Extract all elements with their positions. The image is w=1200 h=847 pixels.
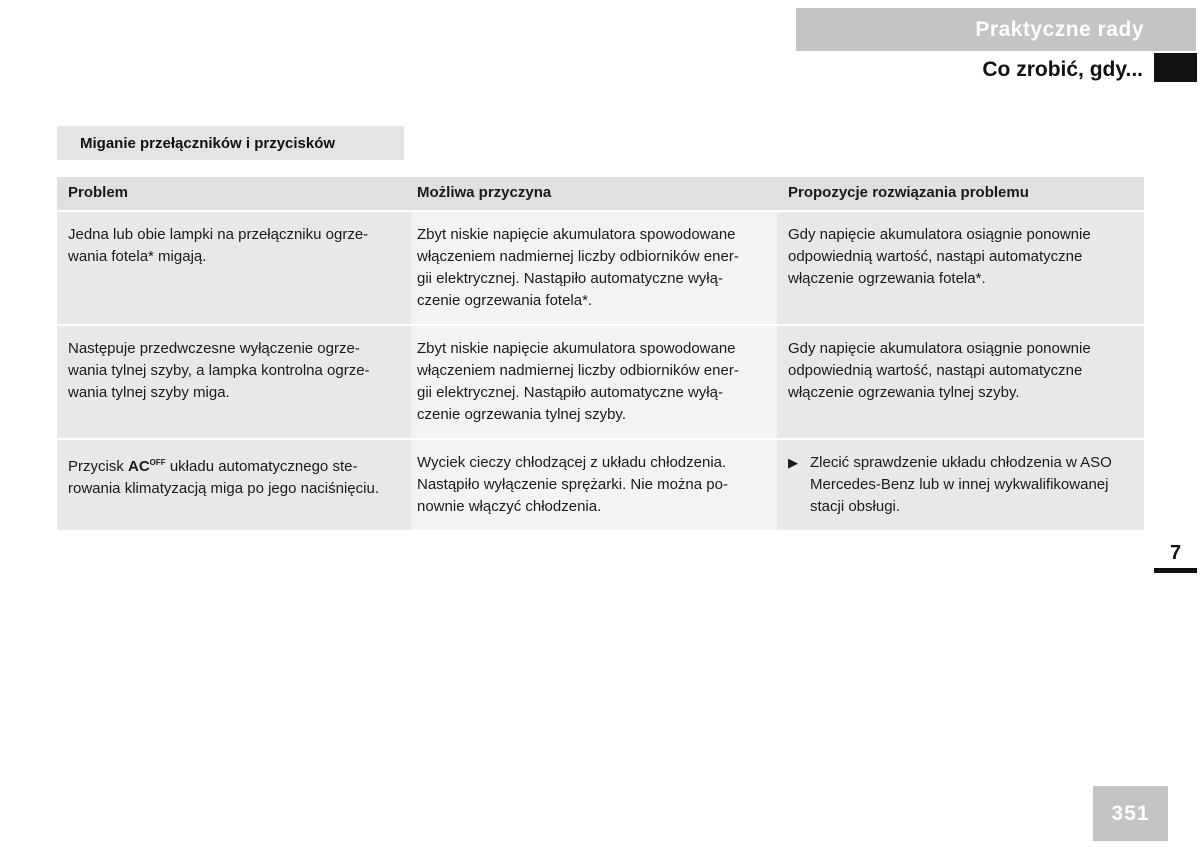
solution-text: Gdy napięcie akumulatora osiągnie ponownie odpowiednią wartość, nastąpi automatyczne włączenie ogrzewania fotela*. xyxy=(788,226,1091,287)
troubleshooting-table xyxy=(57,177,1144,532)
header-solution: Propozycje rozwiązania problemu xyxy=(777,177,1144,211)
cause-cell xyxy=(411,211,777,325)
solution-cell xyxy=(777,211,1144,325)
chapter-marker-line xyxy=(1154,568,1197,573)
problem-suffix: układu automatycznego ste- rowania klimatyzacją miga po jego naciśnięciu. xyxy=(68,458,379,497)
table-row xyxy=(57,325,1144,439)
table-header-row xyxy=(57,177,1144,211)
problem-prefix: Przycisk xyxy=(68,458,128,475)
ac-symbol-text: AC xyxy=(128,458,150,475)
solution-cell xyxy=(777,325,1144,439)
solution-text: Gdy napięcie akumulatora osiągnie ponownie odpowiednią wartość, nastąpi automatyczne włączenie ogrzewania tylnej szyby. xyxy=(788,340,1091,401)
triangle-right-icon: ▶ xyxy=(788,455,798,470)
section-label-text: Miganie przełączników i przycisków xyxy=(80,134,336,152)
ac-off-button-symbol xyxy=(128,458,166,475)
section-title-bar xyxy=(796,8,1196,51)
section-label xyxy=(57,126,404,160)
problem-text: Jedna lub obie lampki na przełączniku ogrze- wania fotela* migają. xyxy=(68,226,369,265)
problem-cell xyxy=(57,211,411,325)
page-subtitle: Co zrobić, gdy... xyxy=(982,58,1143,81)
subtitle-marker xyxy=(1154,53,1197,82)
problem-text: Następuje przedwczesne wyłączenie ogrze- wania tylnej szyby, a lampka kontrolna ogrze- wania tylnej szyby miga. xyxy=(68,340,370,401)
solution-step xyxy=(788,452,1138,518)
solution-cell xyxy=(777,439,1144,531)
section-title: Praktyczne rady xyxy=(975,17,1144,41)
table-row xyxy=(57,439,1144,531)
header-problem: Problem xyxy=(57,177,411,211)
cause-cell xyxy=(411,325,777,439)
problem-text xyxy=(68,452,405,500)
cause-text: Zbyt niskie napięcie akumulatora spowodowane włączeniem nadmiernej liczby odbiorników ener- gii elektrycznej. Nastąpiło automatyczne wyłą- czenie ogrzewania tylnej szyby. xyxy=(417,340,739,423)
page-number-box xyxy=(1093,786,1168,841)
cause-text: Zbyt niskie napięcie akumulatora spowodowane włączeniem nadmiernej liczby odbiorników ener- gii elektrycznej. Nastąpiło automatyczne wyłą- czenie ogrzewania fotela*. xyxy=(417,226,739,309)
header-cause: Możliwa przyczyna xyxy=(411,177,777,211)
cause-cell xyxy=(411,439,777,531)
chapter-number: 7 xyxy=(1169,542,1182,564)
ac-symbol-sup: OFF xyxy=(149,458,166,467)
table-row xyxy=(57,211,1144,325)
problem-cell xyxy=(57,325,411,439)
solution-text: Zlecić sprawdzenie układu chłodzenia w ASO Mercedes-Benz lub w innej wykwalifikowanej stacji obsługi. xyxy=(810,454,1112,515)
cause-text: Wyciek cieczy chłodzącej z układu chłodzenia. Nastąpiło wyłączenie sprężarki. Nie można po- nownie włączyć chłodzenia. xyxy=(417,454,728,515)
problem-cell xyxy=(57,439,411,531)
page-number: 351 xyxy=(1111,801,1150,825)
